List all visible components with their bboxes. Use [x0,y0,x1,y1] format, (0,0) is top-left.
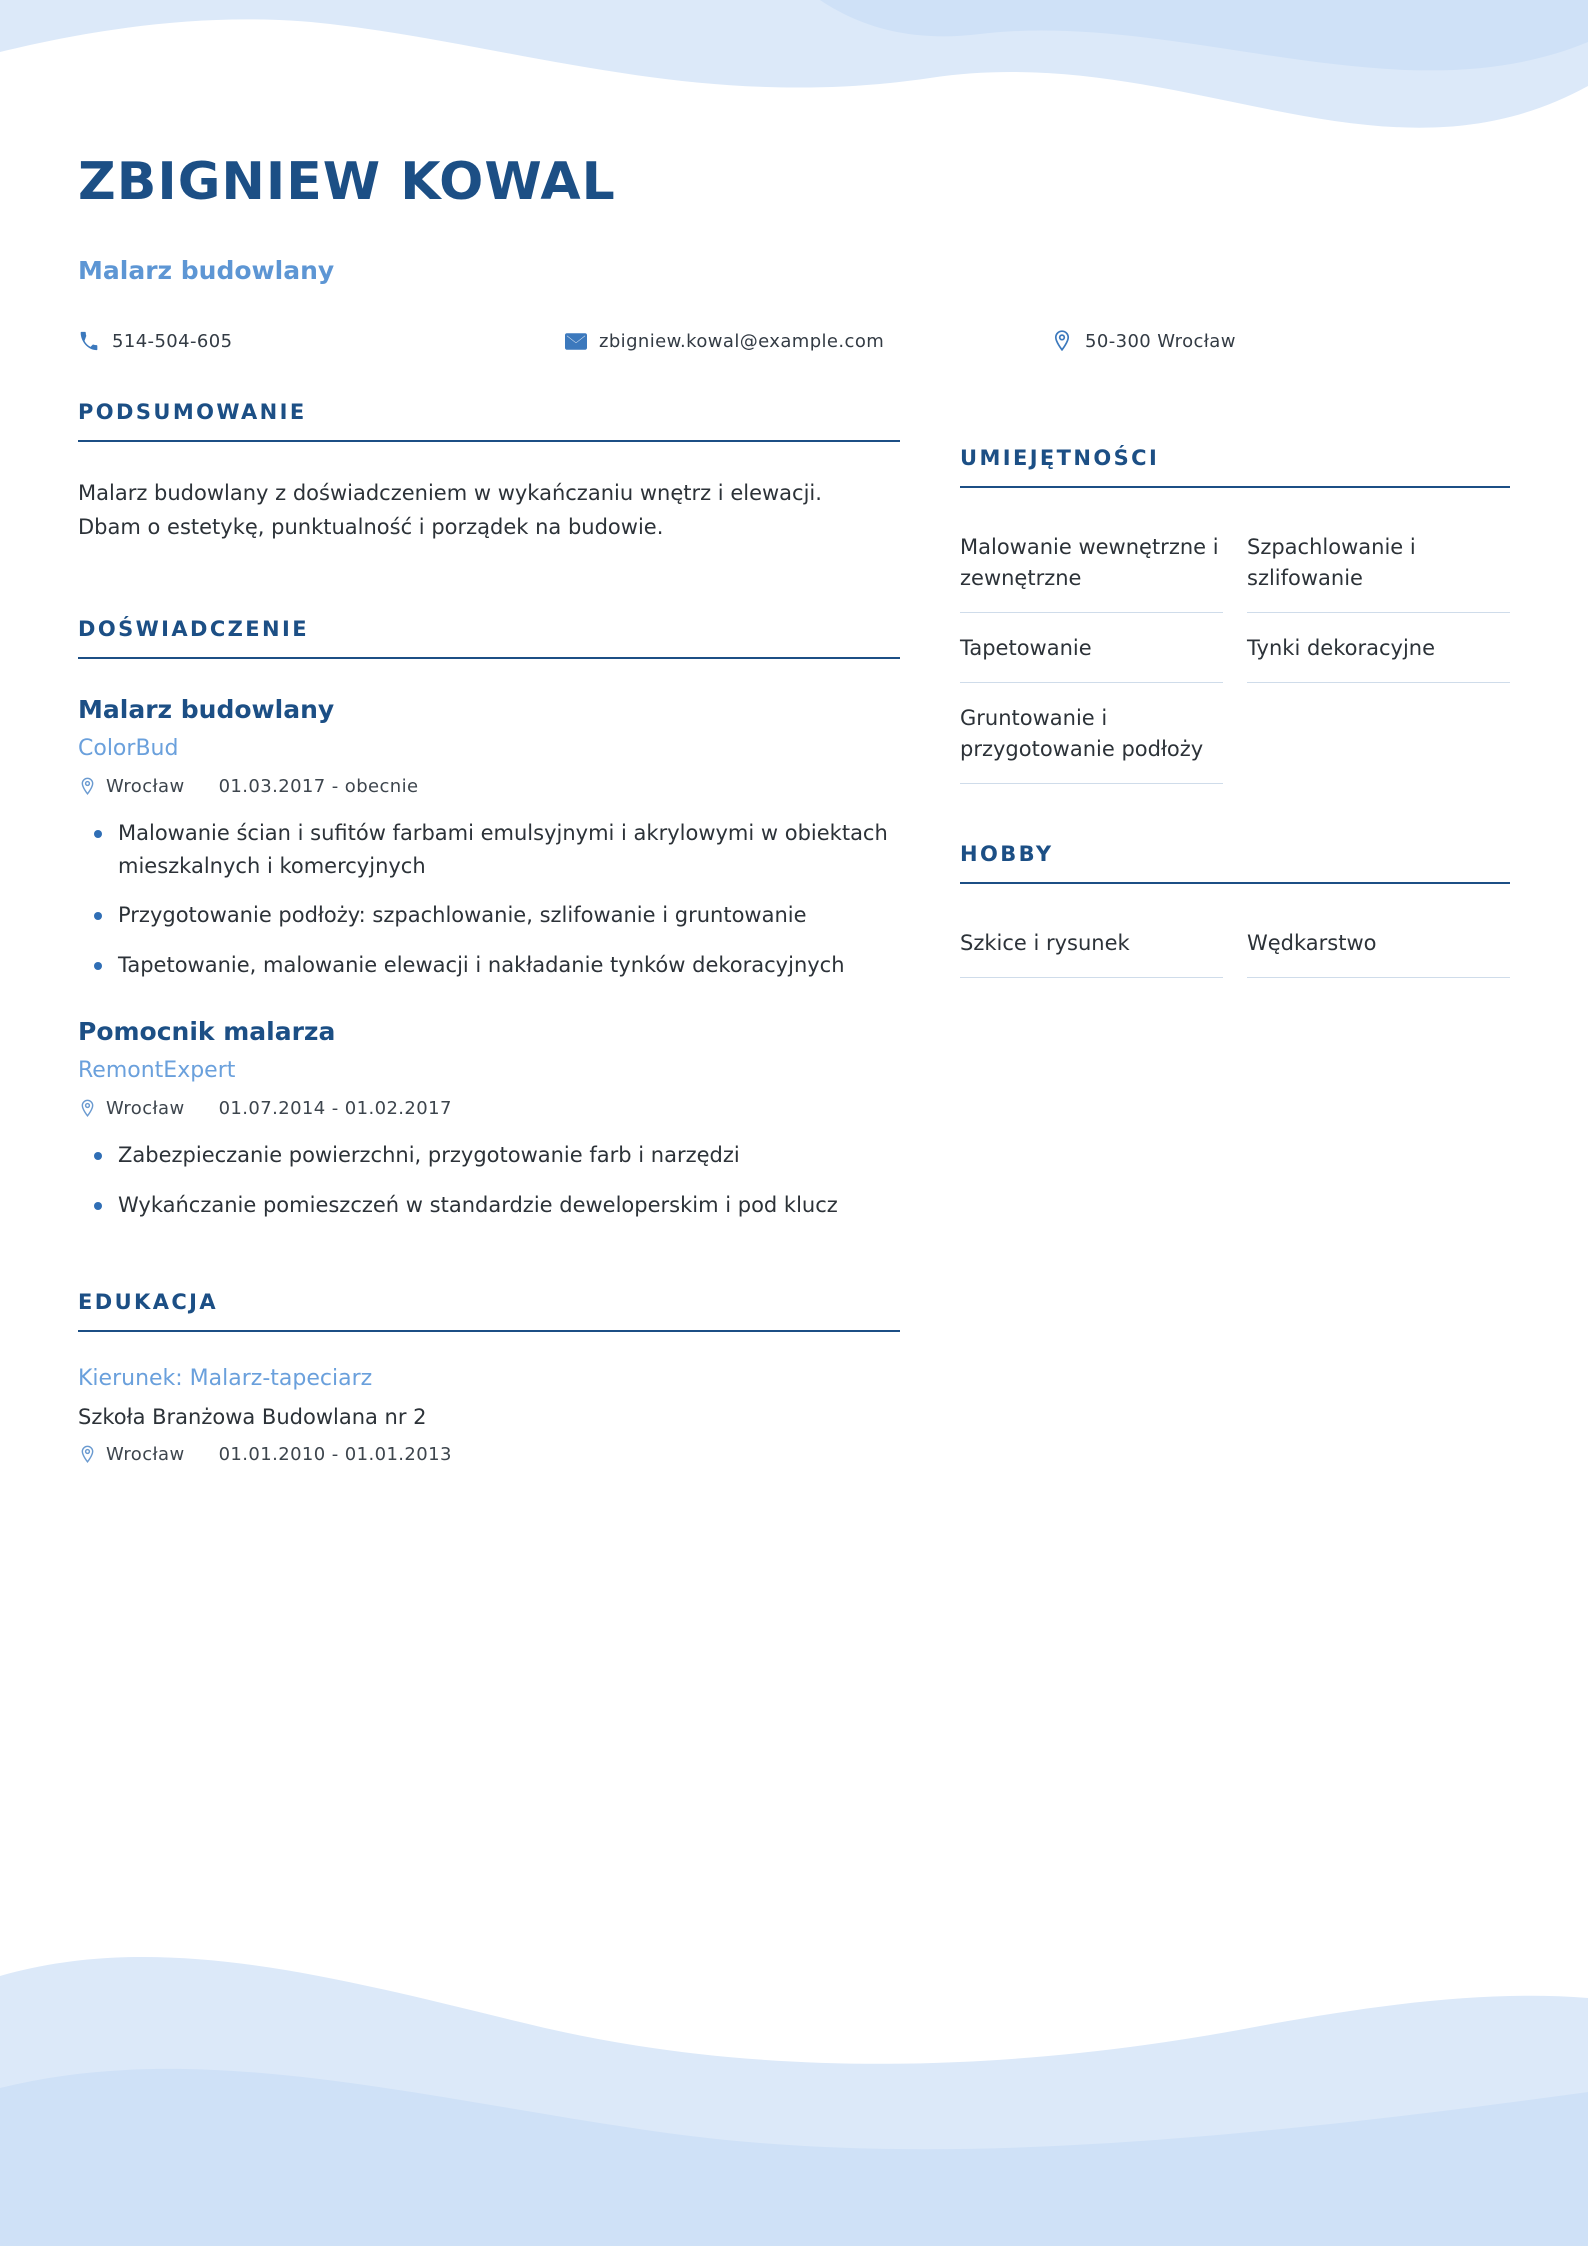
contact-location[interactable] [1051,330,1236,352]
education-course: Kierunek: Malarz-tapeciarz [78,1366,373,1392]
section-title-summary: PODSUMOWANIE [78,400,307,424]
experience-dates: 01.03.2017 - obecnie [218,775,419,797]
section-divider [78,440,900,442]
section-summary [78,400,900,544]
list-item: Przygotowanie podłoży: szpachlowanie, szlifowanie i gruntowanie [78,899,900,932]
list-item: Wykańczanie pomieszczeń w standardzie deweloperskim i pod klucz [78,1189,900,1222]
envelope-icon [565,330,587,352]
education-school: Szkoła Branżowa Budowlana nr 2 [78,1405,427,1430]
contact-email[interactable] [565,330,884,352]
section-divider [960,882,1510,884]
hobby-item: Wędkarstwo [1247,908,1510,978]
list-item: Tapetowanie, malowanie elewacji i nakładanie tynków dekoracyjnych [78,949,900,982]
location-pin-icon [78,775,96,797]
location-pin-icon [78,1443,96,1465]
experience-company: ColorBud [78,736,179,762]
education-meta [78,1443,900,1465]
experience-location: Wrocław [106,775,185,797]
section-experience [78,617,900,1221]
section-divider [78,1330,900,1332]
experience-role: Pomocnik malarza [78,1017,336,1047]
experience-entry [78,1017,900,1221]
section-hobby [960,842,1510,978]
left-column [78,400,900,1465]
section-skills [960,446,1510,784]
page-title: ZBIGNIEW KOWAL [78,152,616,212]
contact-phone[interactable] [78,330,232,352]
section-title-education: EDUKACJA [78,1290,219,1315]
skills-grid [960,512,1510,784]
contact-location-value: 50-300 Wrocław [1085,330,1236,352]
skill-item: Gruntowanie i przygotowanie podłoży [960,683,1223,784]
section-title-experience: DOŚWIADCZENIE [78,617,309,642]
hobby-item: Szkice i rysunek [960,908,1223,978]
section-title-hobby: HOBBY [960,842,1054,867]
experience-bullets [78,817,900,981]
list-item: Malowanie ścian i sufitów farbami emulsyjnymi i akrylowymi w obiektach mieszkalnych i komercyjnych [78,817,900,882]
right-column [960,446,1510,978]
section-title-skills: UMIEJĘTNOŚCI [960,446,1160,470]
hobby-grid [960,908,1510,978]
contact-row [78,330,1510,360]
experience-role: Malarz budowlany [78,695,335,725]
location-pin-icon [78,1097,96,1119]
phone-icon [78,330,100,352]
section-education [78,1290,900,1465]
skill-item: Tynki dekoracyjne [1247,613,1510,683]
skill-item: Szpachlowanie i szlifowanie [1247,512,1510,613]
section-divider [78,657,900,659]
experience-bullets [78,1139,900,1221]
section-divider [960,486,1510,488]
experience-dates: 01.07.2014 - 01.02.2017 [218,1097,452,1119]
contact-phone-value: 514-504-605 [112,330,233,352]
experience-meta [78,775,900,797]
job-title: Malarz budowlany [78,256,335,285]
experience-location: Wrocław [106,1097,185,1119]
contact-email-value: zbigniew.kowal@example.com [599,330,885,352]
skill-item-placeholder [1247,683,1510,784]
skill-item: Malowanie wewnętrzne i zewnętrzne [960,512,1223,613]
experience-entry [78,695,900,981]
summary-text: Malarz budowlany z doświadczeniem w wykańczaniu wnętrz i elewacji. Dbam o estetykę, punktualność i porządek na budowie. [78,481,822,540]
list-item: Zabezpieczanie powierzchni, przygotowanie farb i narzędzi [78,1139,900,1172]
education-location: Wrocław [106,1443,185,1465]
education-dates: 01.01.2010 - 01.01.2013 [218,1443,452,1465]
experience-meta [78,1097,900,1119]
location-pin-icon [1051,330,1073,352]
skill-item: Tapetowanie [960,613,1223,683]
experience-company: RemontExpert [78,1058,236,1084]
